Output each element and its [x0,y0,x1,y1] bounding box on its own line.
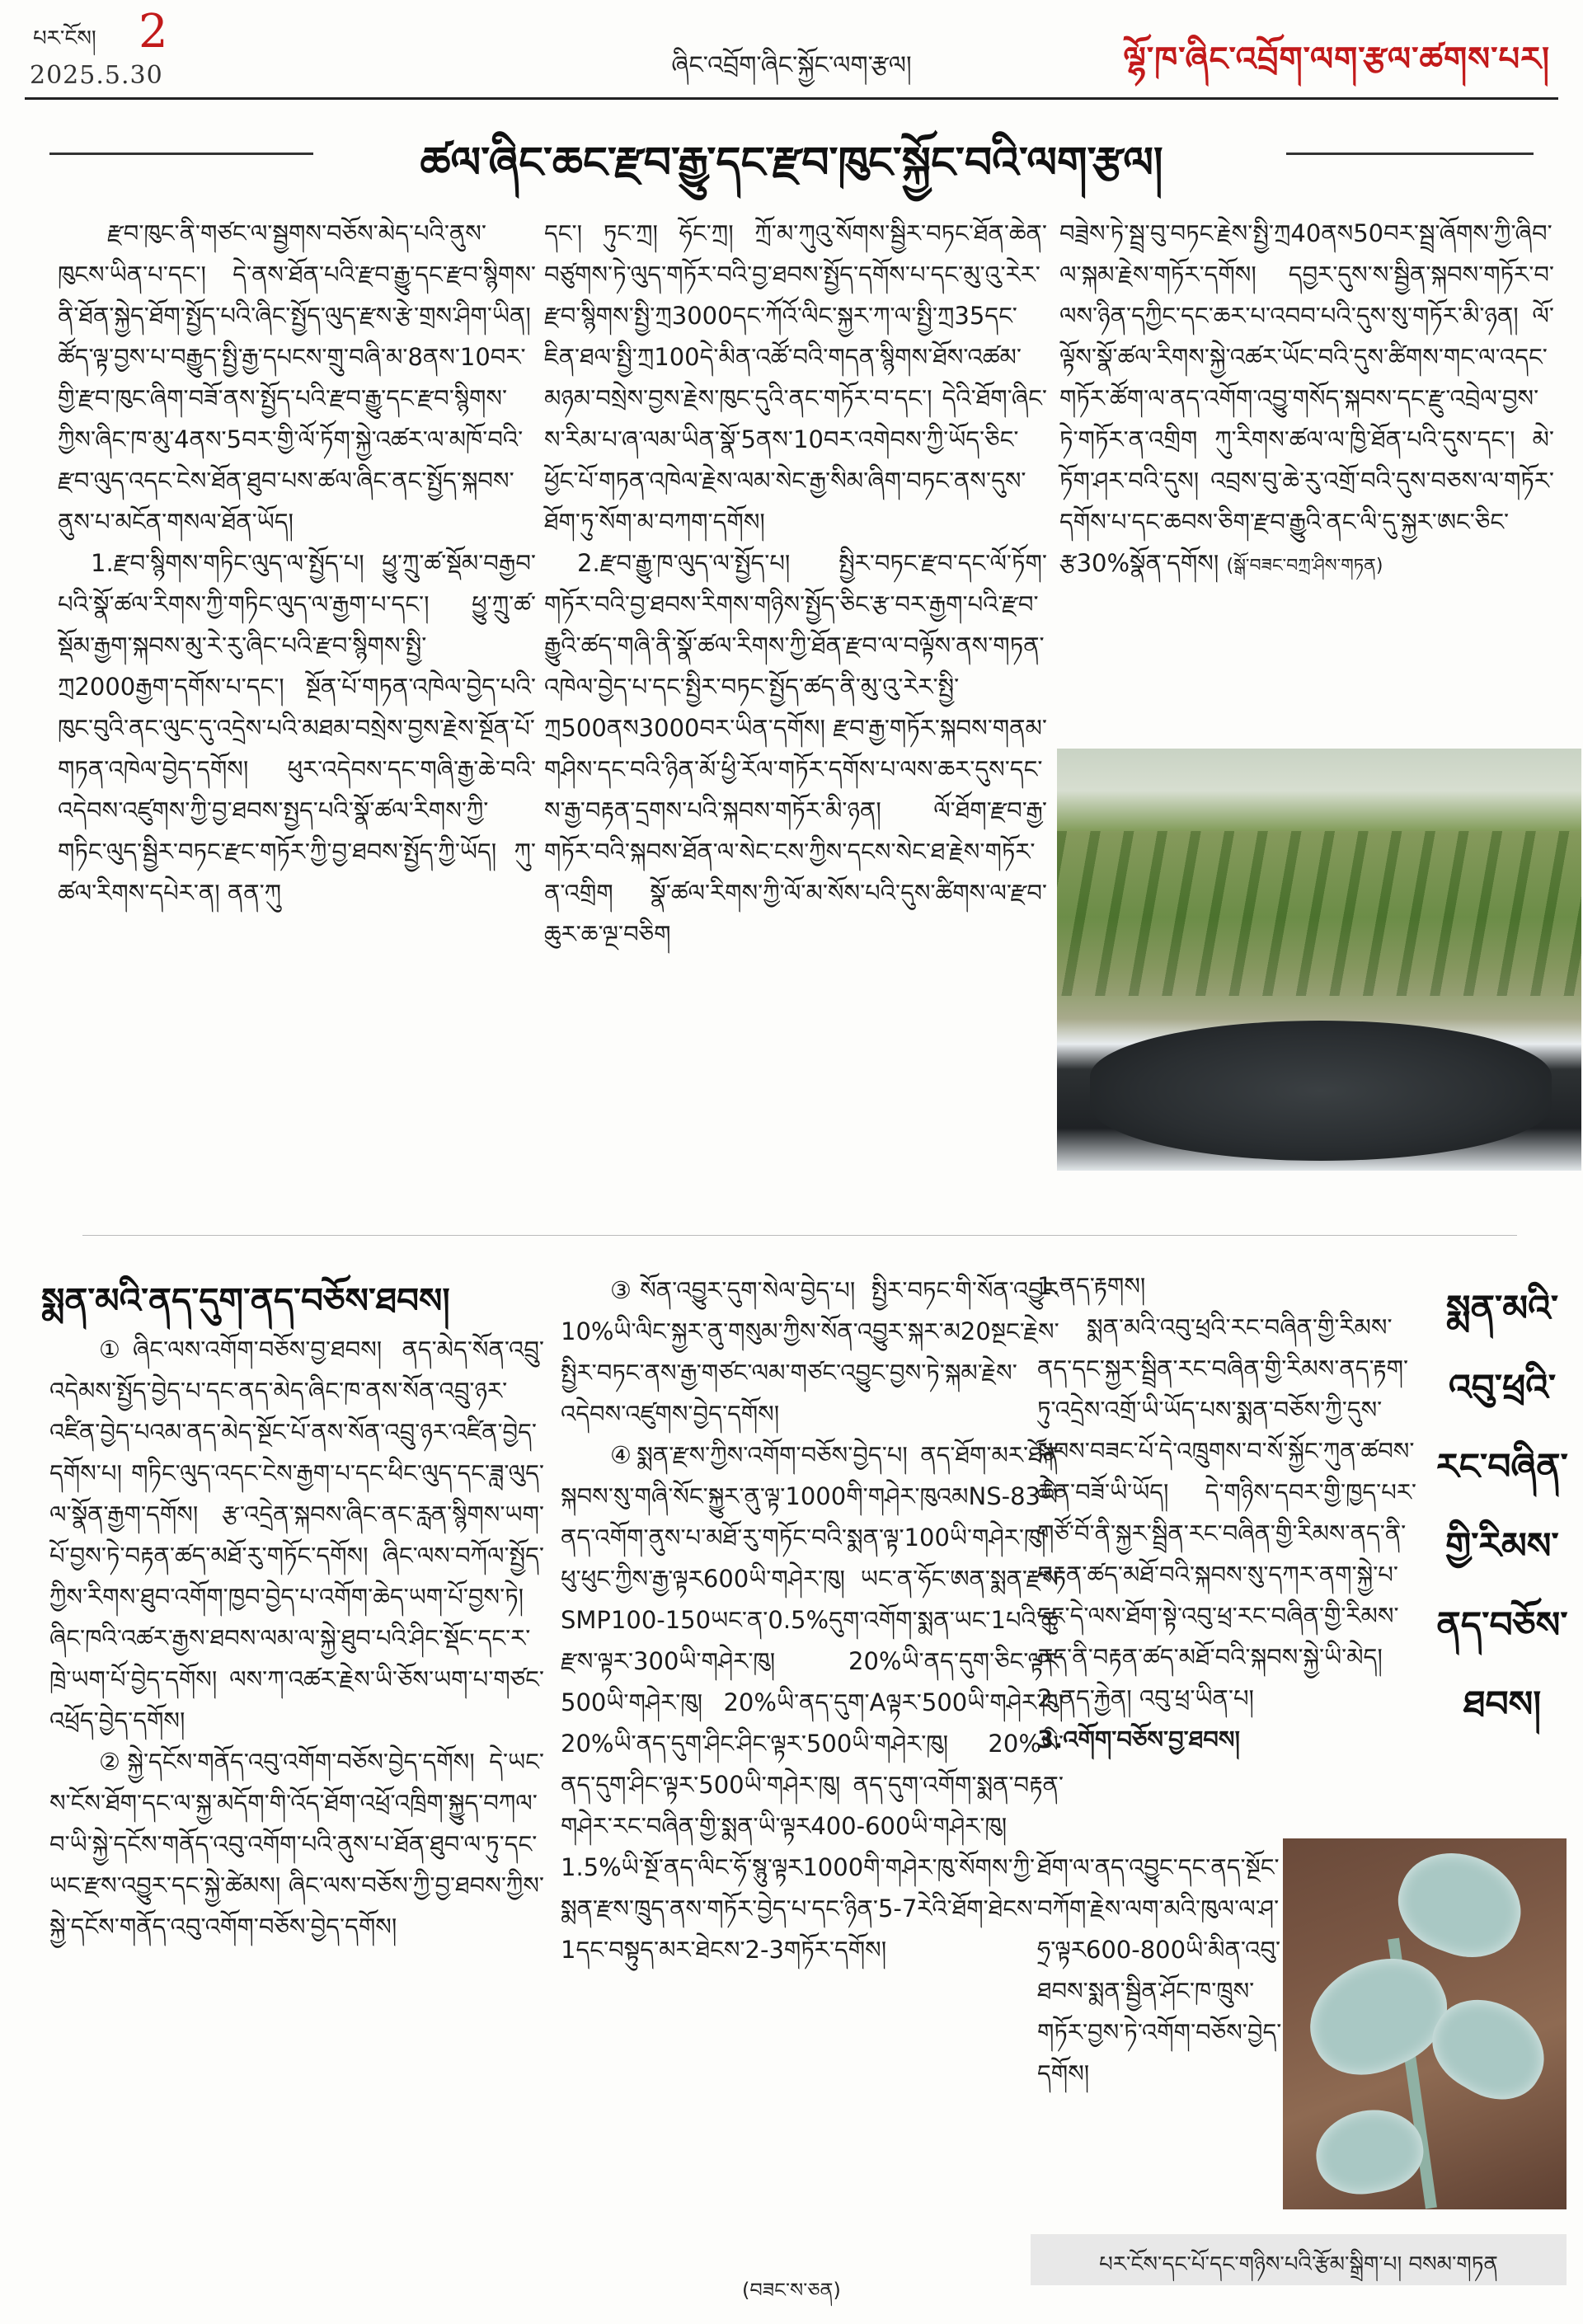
powdery-leaf-photo [1283,1838,1567,2209]
article1-author: (སྒོ་བཟང་བཀྲ་ཤིས་གཏན) [1226,556,1383,576]
editor-caption: པར་ངོས་དང་པོ་དང་གཉིས་པའི་རྩོམ་སྒྲིག་པ། བསམ་གཏན [1099,2252,1498,2277]
paragraph: རྫབ་ཁུང་ནི་གཙང་ལ་སྦྱགས་བཅོས་མེད་པའི་ནུས་ཁུངས་ཡིན་པ་དང་། དེ་ནས་ཐོན་པའི་རྫབ་རྒྱུ་དང་རྫབ་སྙིགས་ནི་ཐོན་སྐྱེད་ཐོག་སྤྱོད་པའི་ཞིང་སྤྱོད་ལུད་རྫས་རྩེ་གྲས་ཤིག་ཡིན། ཚོད་ལྟ་བྱས་པ་བརྒྱུད་སྤྱི་རྒྱ་དཔངས་གྲུ་བཞི་མ་8ནས་10བར་གྱི་རྫབ་ཁུང་ཞིག་བཟོ་ནས་སྤྱོད་པའི་རྫབ་རྒྱུ་དང་རྫབ་སྙིགས་ཀྱིས་ཞིང་ཁ་མུ་4ནས་5བར་གྱི་ལོ་ཏོག་སྐྱེ་འཚར་ལ་མཁོ་བའི་རྫབ་ལུད་འདང་ངེས་ཐོན་ཐུབ་པས་ཚལ་ཞིང་ནང་སྤྱོད་སྐབས་ནུས་པ་མངོན་གསལ་ཐོན་ཡོད། [58,219,536,536]
paragraph: 2.རྫབ་རྒྱུ་ཁ་ལུད་ལ་སྤྱོད་པ། སྤྱིར་བཏང་རྫབ་དང་ལོ་ཏོག་གཏོར་བའི་བྱ་ཐབས་རིགས་གཉིས་སྤྱོད་ཅིང་རྩ་བར་རྒྱག་པའི་རྫབ་རྒྱུའི་ཚད་གཞི་ནི་སྣོ་ཚལ་རིགས་ཀྱི་ཐོན་རྫབ་ལ་བལྟོས་ནས་གཏན་འཁེལ་བྱེད་པ་དང་སྤྱིར་བཏང་སྤྱོད་ཚད་ནི་མུ་འུ་རེར་སྤྱི་ཀྲ500ནས3000བར་ཡིན་དགོས། རྫབ་རྒྱ་གཏོར་སྐབས་གནམ་གཤིས་དང་བའི་ཉིན་མོ་ཕྱི་རོལ་གཏོར་དགོས་པ་ལས་ཆར་དུས་དང་ས་རྒྱ་བརྟན་དྲགས་པའི་སྐབས་གཏོར་མི་ཉན། ལོ་ཐོག་རྫབ་རྒྱ་གཏོར་བའི་སྐབས་ཐོན་ལ་སེང་ངས་ཀྱིས་དངས་སེང་ཐ་རྗེས་གཏོར་ན་འགྲིག སྣོ་ཚལ་རིགས་ཀྱི་ལོ་མ་སོས་པའི་དུས་ཚིགས་ལ་རྫབ་ཆུར་ཆ་ལྔ་བཅིག [544,549,1047,948]
subheading: 1.ནད་རྟགས། [1037,1272,1146,1300]
section-title: ཞིང་འབྲོག་ཞིང་སྐྱོང་ལག་རྩལ། [671,51,912,80]
paragraph: ②སྐྱེ་དངོས་གནོད་འབུ་འགོག་བཅོས་བྱེད་དགོས། དེ་ཡང་ས་ངོས་ཐོག་དང་ལ་སྐྱ་མདོག་གི་འོད་ཐོག་འཕྲོ་འཁྲིག་སྐྱུད་བཀལ་བ་ཡི་སྐྱེ་དངོས་གནོད་འབུ་འགོག་པའི་ནུས་པ་ཐོན་ཐུབ་ལ་ཏུ་དང་ཡང་རྫས་འབྱུར་དང་སྐྱེ་ཚེམས། ཞིང་ལས་བཅོས་ཀྱི་བྱ་ཐབས་ཀྱིས་སྐྱེ་དངོས་གནོད་འབུ་འགོག་བཅོས་བྱེད་དགོས། [49,1748,544,1941]
subheading: 3.འགོག་བཅོས་བྱ་ཐབས། [1037,1725,1240,1754]
article2-title: སྨན་མའི་ནད་དུག་ནད་བཅོས་ཐབས། [41,1280,450,1321]
article3-column-2 [1037,1847,1285,2094]
biogas-slurry-pit [1090,1021,1552,1161]
page-number: 2 [139,5,168,59]
leaf [1291,1937,1463,2094]
paragraph: སྨན་མའི་འབུ་ཕྲའི་རང་བཞིན་གྱི་རིམས་ནད་དང་སྐྱར་སྦྲིན་རང་བཞིན་གྱི་རིམས་ནད་རྟག་ཏུ་འདྲེས་འགྲོ་ཡི་ཡོད་པས་སྨན་བཅོས་ཀྱི་དུས་སྐབས་བཟང་པོ་དེ་འཁྲུགས་བ་སོ་སྐྱོང་ཀུན་ཚབས་ཆེན་བཟོ་ཡི་ཡོད། དེ་གཉིས་དབར་གྱི་ཁྱད་པར་གཙོ་བོ་ནི་སྐྱར་སྦྲིན་རང་བཞིན་གྱི་རིམས་ནད་ནི་བརྟན་ཚད་མཐོ་བའི་སྐབས་སུ་དཀར་ནག་སྐྱེ་པ་དང་དེ་ལས་ཐོག་སྟེ་འབུ་ཕྲ་རང་བཞིན་གྱི་རིམས་ནད་ནི་བརྟན་ཚད་མཐོ་བའི་སྐབས་སྐྱེ་ཡི་མེད། [1037,1313,1416,1671]
paragraph: ④སྨན་རྫས་ཀྱིས་འགོག་བཅོས་བྱེད་པ། ནད་ཐོག་མར་ཐོན་སྐབས་སུ་གཞི་སོང་སྐྱུར་ནུ་ལྟ་1000གི་གཤེར་ཁུའམNS-83ཡི་ནད་འགོག་ནུས་པ་མཐོ་རུ་གཏོང་བའི་སྨན་ལྟ་100ཡི་གཤེར་ཁུ། ཕུ་ཕུང་ཀྱིས་རྒྱ་ལྟར600ཡི་གཤེར་ཁུ། ཡང་ན་ཧོང་ཨན་སྨན་རྫས་SMP100-150ཡང་ན་0.5%དུག་འགོག་སྨན་ཡང་1པའི་ཆུ་རྫས་ལྟར་300ཡི་གཤེར་ཁུ། 20%ཡི་ནད་དུག་ཅིང་ལྟར་500ཡི་གཤེར་ཁུ། 20%ཡི་ནད་དུག་Aལྟར་500ཡི་གཤེར་ཁུ། 20%ཡི་ནད་དུག་ཤིང་ཤིང་ལྟར་500ཡི་གཤེར་ཁུ། 20%ཡི་ནད་དུག་ཤིང་ལྟར་500ཡི་གཤེར་ཁུ། ནད་དུག་འགོག་སྨན་བརྟན་གཤེར་རང་བཞིན་གྱི་སྨན་ཡི་ལྟར400-600ཡི་གཤེར་ཁུ། 1.5%ཡི་སྔོ་ནད་ལིང་ཧོ་སྙུ་ལྟར1000གི་གཤེར་ཁུ་སོགས་ཀྱི་སྨན་རྫས་ཁྲུད་ནས་གཏོར་བྱེད་པ་དང་ཉིན་5-7རེའི་ཐོག་ཐེངས་1དང་བསྟུད་མར་ཐེངས་2-3གཏོར་དགོས། [561,1441,1064,1964]
article3-title: སྨན་མའི་འབུ་ཕྲའི་རང་བཞིན་གྱི་རིམས་ནད་བཅོས་ཐབས། [1436,1288,1568,1725]
leaf [1309,2101,1429,2201]
article1-column-2 [544,213,1047,955]
subheading: 2.ནད་རྐྱེན། འབུ་ཕྲ་ཡིན་པ། [1037,1684,1254,1712]
paragraph: དང་། ཏུང་ཀྲ། ཧོང་ཀྲ། ཀྲོ་མ་ཀུའུ་སོགས་སྦྱིར་བཏང་ཐོན་ཆེན་བཙུགས་ཏེ་ལུད་གཏོར་བའི་བྱ་ཐབས་སྤྱོད་དགོས་པ་དང་མུ་འུ་རེར་རྫབ་སྙིགས་སྤྱི་ཀྲ3000དང་ཀོའོ་ལིང་སྐྱར་ཀ་ལ་སྤྱི་ཀྲ35དང་ཇིན་ཐལ་སྤྱི་ཀྲ100དེ་མིན་འཚོ་བའི་གདན་སྙིགས་ཐོས་འཚམ་མཉམ་བསྲེས་བྱས་རྗེས་ཁུང་དུའི་ནང་གཏོར་བ་དང་། དེའི་ཐོག་ཞིང་ས་རིམ་པ་ཞ་ལམ་ཡིན་སྣོ་5ནས་10བར་འགེབས་ཀྱི་ཡོད་ཅིང་ཕྱོང་པོ་གཏན་འཁེལ་རྗེས་ལམ་སེང་རྒྱ་སིམ་ཞིག་བཏང་ནས་དུས་ཐོག་ཏུ་སོག་མ་བཀག་དགོས། [544,219,1047,536]
paragraph: ③སོན་འབྱུར་དུག་སེལ་བྱེད་པ། སྤྱིར་བཏང་གི་སོན་འབྱུར་10%ཡི་ལིང་སྐྱར་ནུ་གསུམ་ཀྱིས་སོན་འབྱུར་སྐར་མ20སྔང་རྗེས་སྤྱིར་བཏང་ནས་རྒྱ་གཙང་ལམ་གཙང་འབྱུང་བྱས་ཏེ་སྐམ་རྗེས་འདེབས་འཛུགས་བྱེད་དགོས། [561,1276,1064,1428]
article3-column-1 [1037,1265,1416,1760]
crop-rows [1057,831,1581,996]
paragraph: 1.རྫབ་སྙིགས་གཏིང་ལུད་ལ་སྤྱོད་པ། ཕྱུ་ཀྲུ་ཚ་སྡོམ་བརྒྱབ་པའི་སྣོ་ཚལ་རིགས་ཀྱི་གཏིང་ལུད་ལ་རྒྱག་པ་དང་། ཕྱུ་ཀྲུ་ཚ་སྡོམ་རྒྱག་སྐབས་མུ་རེ་རུ་ཞིང་པའི་རྫབ་སྙིགས་སྤྱི་ཀྲ2000རྒྱག་དགོས་པ་དང་། སྔོན་པོ་གཏན་འཁེལ་བྱེད་པའི་ཁུང་བུའི་ནང་ལུང་དུ་འདྲེས་པའི་མཐམ་བསྲེས་བྱས་རྗེས་སྔོན་པོ་གཏན་འཁེལ་བྱེད་དགོས། ཕུར་འདེབས་དང་གཞི་རྒྱ་ཆེ་བའི་འདེབས་འཛུགས་ཀྱི་བྱ་ཐབས་སྤྱད་པའི་སྣོ་ཚལ་རིགས་ཀྱི་གཏིང་ལུད་སྦྱིར་བཏང་རྫང་གཏོར་ཀྱི་བྱ་ཐབས་སྤྱོད་ཀྱི་ཡོད། ཀུ་ཚལ་རིགས་དཔེར་ན། ནན་ཀུ [58,549,536,907]
paragraph: ①ཞིང་ལས་འགོག་བཅོས་བྱ་ཐབས། ནད་མེད་སོན་འབྲུ་འདེམས་སྤྱོད་བྱེད་པ་དང་ནད་མེད་ཞིང་ཁ་ནས་སོན་འབྲུ་ཉར་འཛིན་བྱེད་པའམ་ནད་མེད་སྔོང་པོ་ནས་སོན་འབྲུ་ཉར་འཛིན་བྱེད་དགོས་པ། གཏིང་ལུད་འདང་ངེས་རྒྱག་པ་དང་ཕིང་ལུད་དང་ཟླ་ལུད་ལ་སྣོན་རྒྱག་དགོས། རྩ་འདྲེན་སྐབས་ཞིང་ནང་རླན་སྙིགས་ཡག་པོ་བྱས་ཏེ་བརྟན་ཚད་མཐོ་རུ་གཏོང་དགོས། ཞིང་ལས་བཀོལ་སྤྱོད་ཀྱིས་རིགས་ཐུབ་འགོག་ཁྱབ་བྱེད་པ་འགོག་ཆེད་ཡག་པོ་བྱས་ཏེ། ཞིང་ཁའི་འཚར་རྒྱས་ཐབས་ལམ་ལ་སྐྱེ་ཐུབ་པའི་ཤིང་སྡོང་དང་ར་ཁྲེ་ཡག་པོ་བྱེད་དགོས། ལས་ཀ་འཚར་རྗེས་ཡི་ཅོས་ཡག་པ་གཙང་འཕྲོད་བྱེད་དགོས། [49,1336,544,1735]
article1-column-1 [58,213,536,913]
page-label: པར་ངོས། [33,26,96,51]
article2-column-1 [49,1329,544,1947]
field-and-biogas-pit-photo [1057,749,1581,1171]
paragraph [1059,213,1554,587]
paragraph-text: བཟྲེས་ཏེ་སྦྲ་བུ་བཏང་རྗེས་སྤྱི་ཀྲ40ནས50བར་སྦྲ་ཞོགས་ཀྱི་ཞིབ་ལ་སྐམ་རྗེས་གཏོར་དགོས། དབྱར་དུས་ས་སྦྱིན་སྐབས་གཏོར་བ་ལས་ཉིན་དཀྱིང་དང་ཆར་པ་འབབ་པའི་དུས་སུ་གཏོར་མི་ཉན། ལོ་ལྟོས་སྣོ་ཚལ་རིགས་སྐྱེ་འཚར་ཡོང་བའི་དུས་ཚིགས་གང་ལ་འདང་གཏོར་ཚོག་ལ་ནད་འགོག་འབྱུ་གསོད་སྐབས་དང་རྫུ་འབྲེལ་བྱས་ཏེ་གཏོར་ན་འགྲིག ཀུ་རིགས་ཚལ་ལ་ཁྱི་ཐོན་པའི་དུས་དང་། མེ་ཏོག་ཤར་བའི་དུས། འབྲས་བུ་ཆེ་རུ་འགྲོ་བའི་དུས་བཅས་ལ་གཏོར་དགོས་པ་དང་ཆབས་ཅིག་རྫབ་རྒྱུའི་ནང་ལི་དུ་སྐྱར་ཨང་ཅིང་རྩ30%སྣོན་དགོས། [1059,219,1554,577]
paragraph: ཐོག་ལ་ནད་འབྱུང་དང་ནད་སྔོང་བཀོག་རྗེས་ལག་མའི་ཁུལ་ལ་ཤ་ཧྲ་ལྟར600-800ཡི་མིན་འབུ་ཐབས་སྨན་སྦྱིན་ཤོང་ཁ་ཁྲུས་གཏོར་བྱས་ཏེ་འགོག་བཅོས་བྱེད་དགོས། [1037,1853,1282,2087]
header-divider [25,97,1558,100]
article1-title: ཚལ་ཞིང་ཆང་རྫབ་རྒྱུ་དང་རྫབ་ཁུང་སྐྱོང་བའི་ལག་རྩལ། [420,139,1163,188]
article-divider [82,1235,1517,1236]
article1-column-3 [1059,213,1554,587]
leaf [1385,1838,1535,1972]
issue-date: 2025.5.30 [30,61,163,90]
newspaper-masthead: ལྷོ་ཁ་ཞིང་འབྲོག་ལག་རྩལ་ཚགས་པར། [1123,40,1550,78]
article2-author: (བཟང་ས་ཅན) [742,2279,841,2302]
article2-column-2 [561,1270,1064,1970]
